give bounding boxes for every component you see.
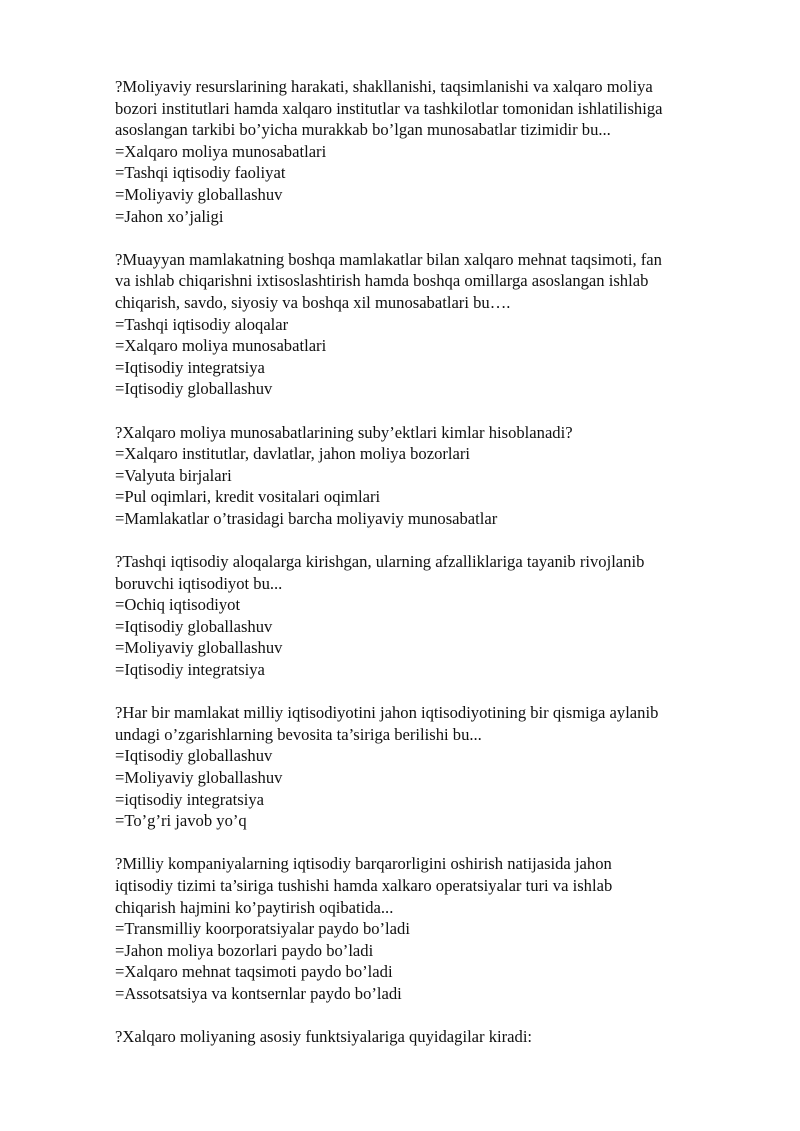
- question-text-line: ?Har bir mamlakat milliy iqtisodiyotini jahon iqtisodiyotining bir qismiga aylanib: [115, 703, 659, 723]
- question-text-line: boruvchi iqtisodiyot bu...: [115, 573, 283, 593]
- answer-option: =Xalqaro mehnat taqsimoti paydo bo’ladi: [115, 962, 393, 982]
- question-text-line: ?Milliy kompaniyalarning iqtisodiy barqarorligini oshirish natijasida jahon: [115, 854, 612, 874]
- question-text-line: ?Moliyaviy resurslarining harakati, shakllanishi, taqsimlanishi va xalqaro moliya: [115, 77, 653, 96]
- answer-option: =Assotsatsiya va kontsernlar paydo bo’ladi: [115, 983, 402, 1003]
- question-text-line: chiqarish, savdo, siyosiy va boshqa xil munosabatlari bu….: [115, 292, 511, 312]
- answer-option: =Iqtisodiy integratsiya: [115, 357, 265, 377]
- question-text-line: ?Tashqi iqtisodiy aloqalarga kirishgan, ularning afzalliklariga tayanib rivojlanib: [115, 552, 645, 572]
- answer-option: =Xalqaro moliya munosabatlari: [115, 141, 327, 161]
- question-block-2: [115, 249, 740, 400]
- answer-option: =Xalqaro moliya munosabatlari: [115, 336, 327, 356]
- answer-option: =iqtisodiy integratsiya: [115, 789, 265, 809]
- answer-option: =Transmilliy koorporatsiyalar paydo bo’ladi: [115, 919, 410, 939]
- question-block-6: [115, 853, 740, 1004]
- answer-option: =Iqtisodiy globallashuv: [115, 379, 273, 399]
- question-text-line: bozori institutlari hamda xalqaro institutlar va tashkilotlar tomonidan ishlatilishiga: [115, 98, 663, 118]
- question-block-5: [115, 702, 740, 832]
- answer-option: =Iqtisodiy globallashuv: [115, 746, 273, 766]
- answer-option: =To’g’ri javob yo’q: [115, 811, 247, 831]
- answer-option: =Iqtisodiy integratsiya: [115, 660, 265, 680]
- answer-option: =Tashqi iqtisodiy aloqalar: [115, 314, 289, 334]
- question-text-line: va ishlab chiqarishni ixtisoslashtirish hamda boshqa omillarga asoslangan ishlab: [115, 271, 649, 291]
- answer-option: =Mamlakatlar o’trasidagi barcha moliyaviy munosabatlar: [115, 508, 498, 528]
- answer-option: =Jahon xo’jaligi: [115, 206, 224, 226]
- question-text-line: ?Xalqaro moliya munosabatlarining suby’ektlari kimlar hisoblanadi?: [115, 422, 573, 442]
- answer-option: =Moliyaviy globallashuv: [115, 768, 283, 787]
- question-text-line: ?Muayyan mamlakatning boshqa mamlakatlar bilan xalqaro mehnat taqsimoti, fan: [115, 249, 662, 269]
- question-block-7: [115, 1026, 740, 1048]
- answer-option: =Iqtisodiy globallashuv: [115, 616, 273, 636]
- question-text-line: ?Xalqaro moliyaning asosiy funktsiyalariga quyidagilar kiradi:: [115, 1027, 533, 1047]
- question-block-4: [115, 551, 740, 681]
- answer-option: =Ochiq iqtisodiyot: [115, 595, 241, 615]
- question-text-line: undagi o’zgarishlarning bevosita ta’siriga berilishi bu...: [115, 724, 482, 744]
- question-text-line: asoslangan tarkibi bo’yicha murakkab bo’lgan munosabatlar tizimidir bu...: [115, 120, 611, 140]
- answer-option: =Pul oqimlari, kredit vositalari oqimlari: [115, 487, 381, 507]
- question-block-3: [115, 422, 740, 530]
- answer-option: =Moliyaviy globallashuv: [115, 184, 283, 204]
- question-text-line: iqtisodiy tizimi ta’siriga tushishi hamda xalkaro operatsiyalar turi va ishlab: [115, 875, 613, 895]
- question-text-line: chiqarish hajmini ko’paytirish oqibatida...: [115, 897, 394, 917]
- answer-option: =Xalqaro institutlar, davlatlar, jahon moliya bozorlari: [115, 444, 471, 464]
- answer-option: =Tashqi iqtisodiy faoliyat: [115, 163, 286, 183]
- question-block-1: [115, 76, 740, 227]
- answer-option: =Valyuta birjalari: [115, 465, 232, 485]
- answer-option: =Jahon moliya bozorlari paydo bo’ladi: [115, 940, 374, 960]
- answer-option: =Moliyaviy globallashuv: [115, 638, 283, 658]
